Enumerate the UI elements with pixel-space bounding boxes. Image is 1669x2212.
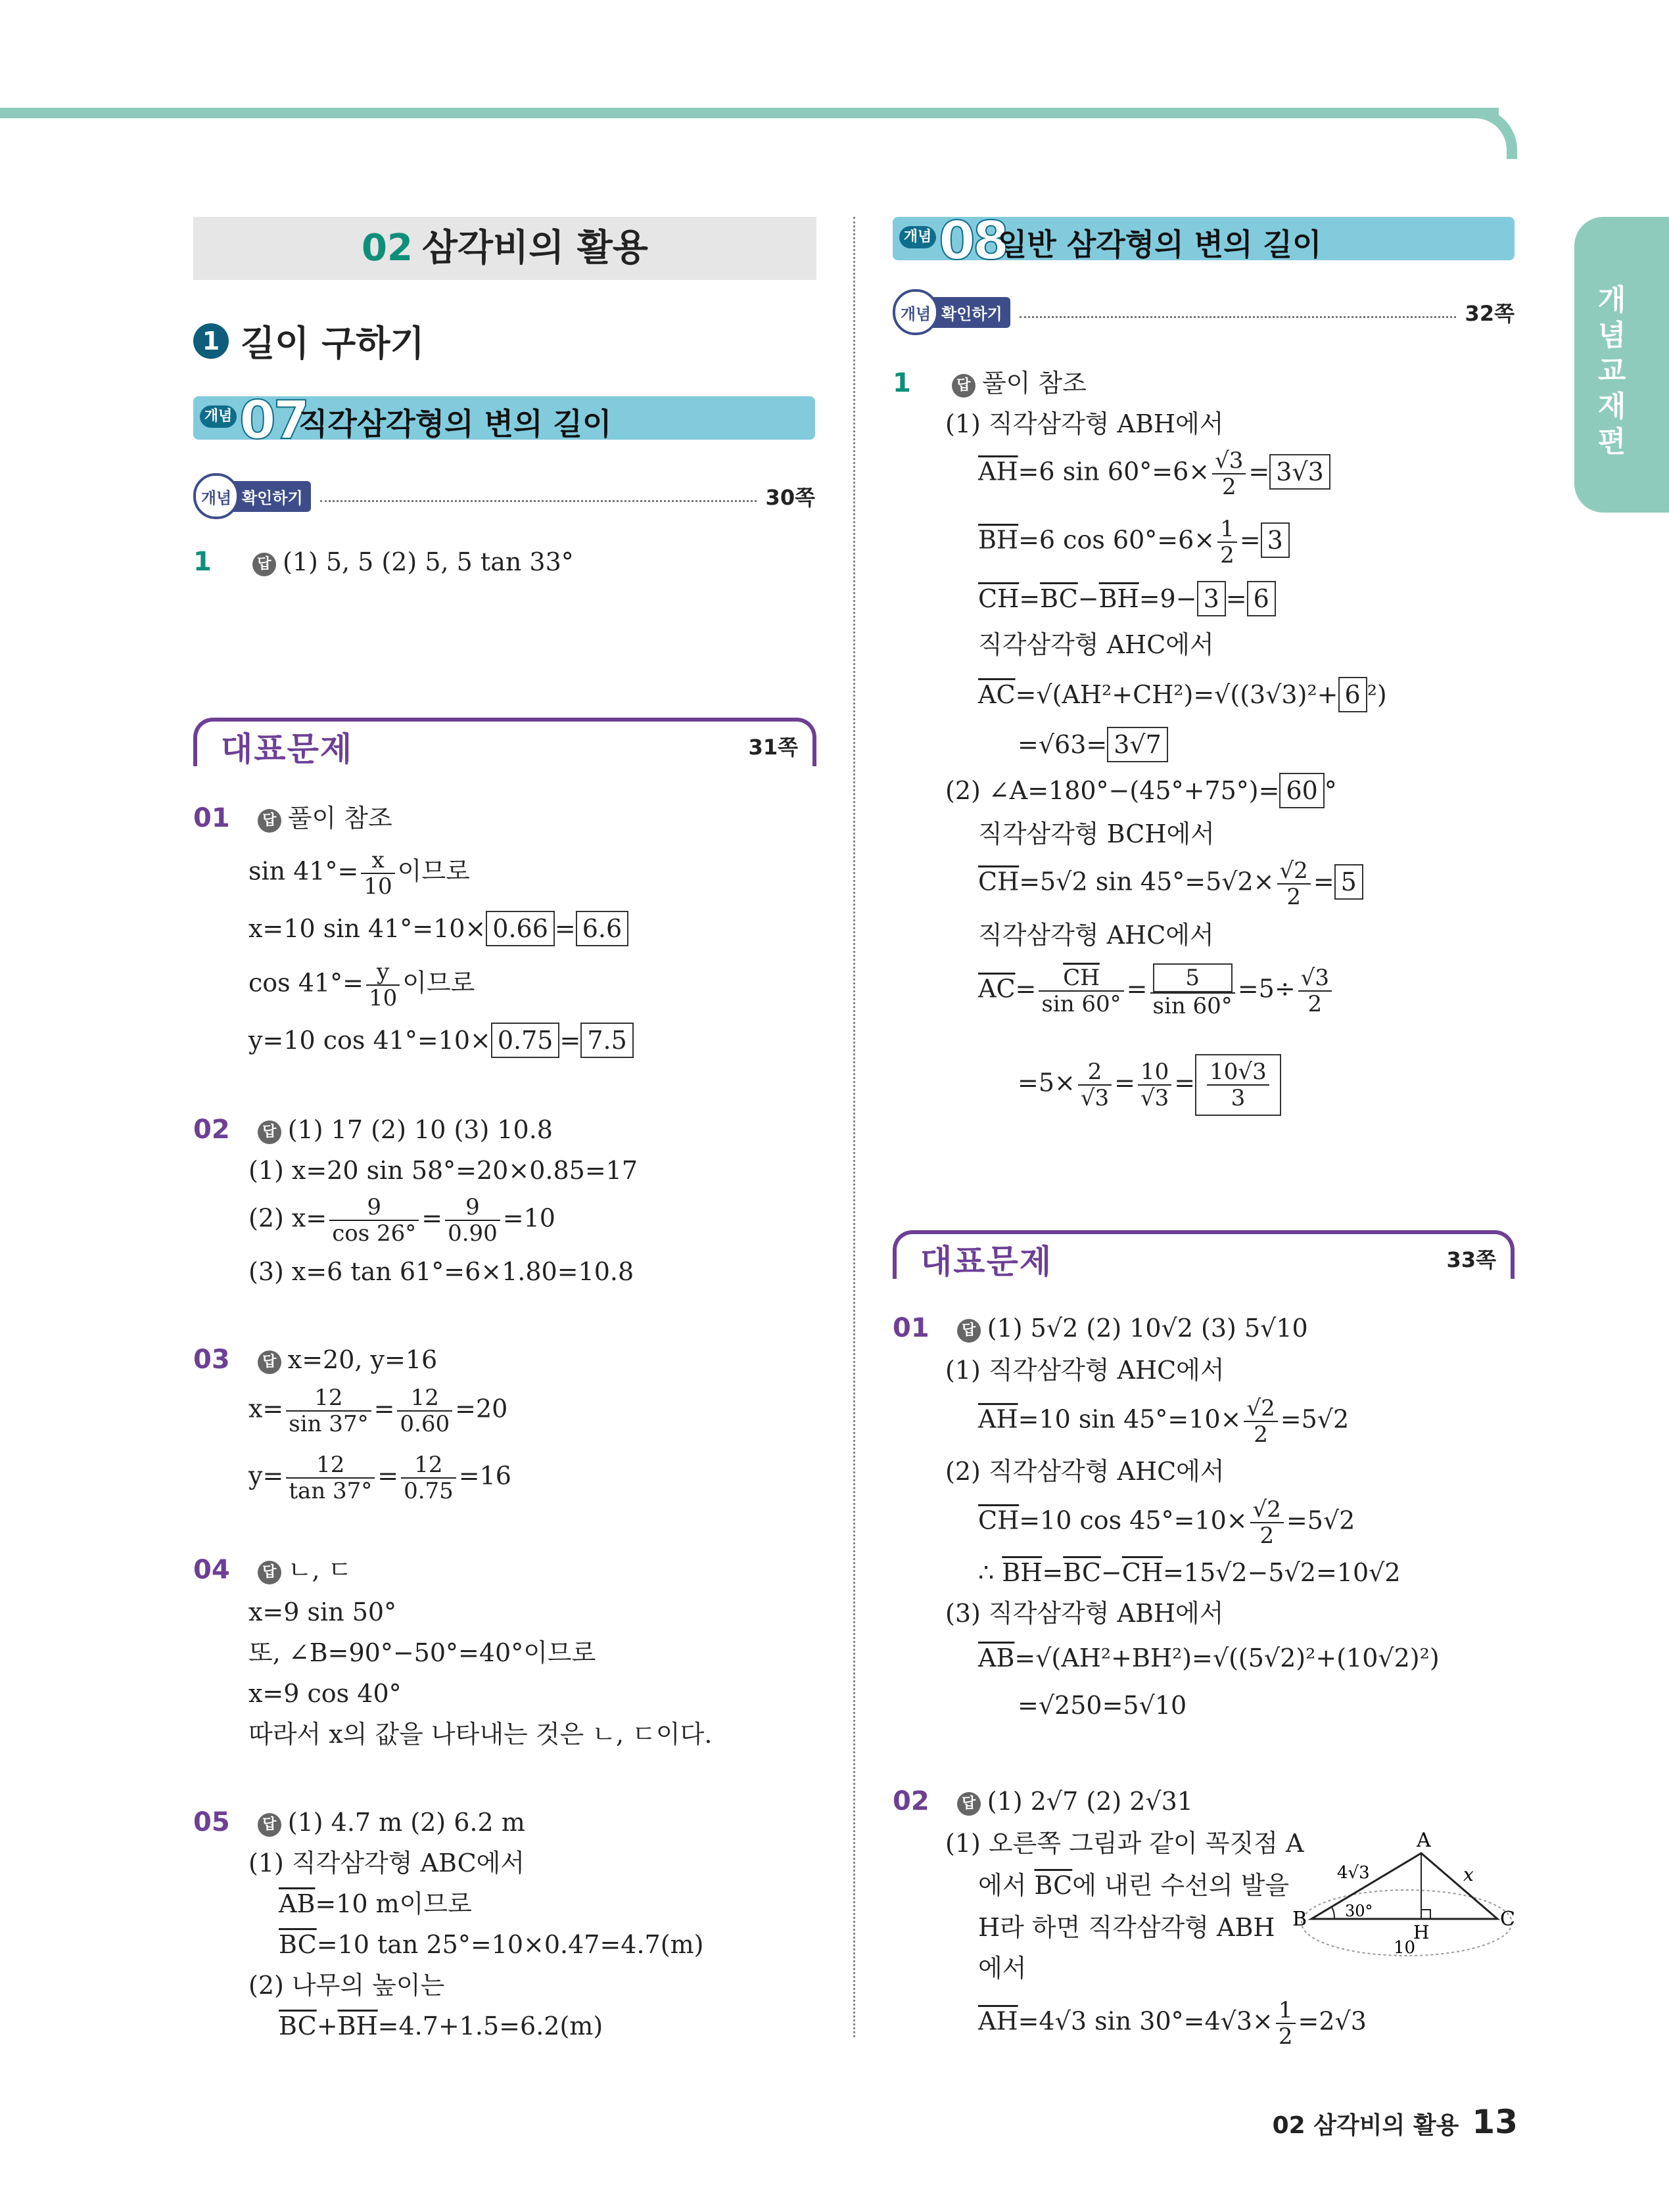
q07-1 — [193, 547, 574, 577]
r1-line3 — [978, 517, 1290, 568]
r1-line2 — [978, 448, 1330, 499]
r1-frac8 — [1138, 1059, 1171, 1111]
r1-line5: 직각삼각형 AHC에서 — [978, 630, 1214, 659]
q02-frac1-den: cos 26° — [332, 1220, 417, 1247]
answer-badge: 답 — [252, 553, 276, 576]
s02-line2 — [978, 1870, 1289, 1901]
r1-l2e: = — [1248, 457, 1270, 486]
concept-08-number: 08 — [939, 210, 1007, 271]
r1-l10e: = — [1313, 867, 1334, 896]
rep-31-page: 31쪽 — [748, 735, 798, 760]
q03-line1 — [248, 1385, 507, 1437]
r1-l3b: =6 cos 60°=6× — [1018, 525, 1215, 555]
q03-frac1 — [286, 1385, 371, 1437]
r1-line1: (1) 직각삼각형 ABH에서 — [945, 409, 1224, 438]
r1-line9: 직각삼각형 BCH에서 — [978, 819, 1215, 848]
section-number: 02 — [361, 227, 413, 269]
r1-frac2 — [1217, 517, 1237, 568]
q05-number: 05 — [193, 1807, 230, 1837]
r1-frac4 — [1039, 965, 1123, 1017]
r1-l4c: $\overline{BC}$ — [1040, 584, 1078, 613]
q02-l2a: (2) x= — [248, 1203, 327, 1233]
q04-number: 04 — [193, 1555, 230, 1585]
q01-l2-box2: 6.6 — [576, 911, 628, 946]
s02-frac1 — [1276, 1998, 1296, 2049]
q05-line2 — [279, 1889, 472, 1919]
concept-07-title: 직각삼각형의 변의 길이 — [298, 406, 612, 442]
check-07-row — [193, 473, 815, 519]
q03-frac3-num: 12 — [286, 1452, 375, 1479]
r1-l7a: =√63= — [1018, 730, 1108, 759]
r1-l13e: = — [1114, 1068, 1135, 1097]
r1-line12 — [978, 963, 1334, 1019]
q02-l2b: =10 — [502, 1203, 555, 1233]
q03-l2b: =16 — [458, 1461, 511, 1490]
q05-line3 — [279, 1929, 703, 1960]
r1-l10-box: 5 — [1334, 864, 1363, 900]
q03-header — [193, 1345, 437, 1375]
check-07-badge-b: 확인하기 — [230, 481, 311, 512]
q01-frac1-den: 10 — [364, 873, 392, 900]
check-07-badge-a: 개념 — [193, 473, 239, 519]
r1-line7 — [1018, 727, 1168, 762]
s02-line1: (1) 오른쪽 그림과 같이 꼭짓점 A — [945, 1829, 1304, 1858]
r1-frac6-num: √3 — [1298, 965, 1332, 992]
label-angle: 30° — [1345, 1902, 1373, 1920]
answer-badge: 답 — [258, 1350, 281, 1374]
q07-1-number: 1 — [193, 547, 212, 577]
r1-frac4-num: $\overline{CH}$ — [1039, 965, 1123, 992]
s01-l5a: ∴ — [978, 1558, 1002, 1587]
s01-l5c: = — [1042, 1558, 1064, 1587]
rep-31-logo: 대표문제 — [221, 730, 354, 768]
s01-line6: (3) 직각삼각형 ABH에서 — [945, 1599, 1224, 1628]
r1-frac6 — [1298, 965, 1332, 1017]
q02-line1: (1) x=20 sin 58°=20×0.85=17 — [248, 1156, 638, 1185]
q03-frac4 — [401, 1452, 456, 1504]
r1-line4 — [978, 581, 1276, 616]
answer-badge: 답 — [957, 1319, 981, 1343]
column-divider — [853, 217, 855, 2037]
label-b: B — [1292, 1908, 1307, 1931]
section-title-text: 삼각비의 활용 — [421, 227, 648, 269]
label-c: C — [1500, 1908, 1515, 1931]
r1-frac8-den: √3 — [1140, 1085, 1169, 1111]
r1-frac5-num-wrap — [1150, 963, 1235, 994]
r1-l4b: = — [1019, 584, 1041, 613]
q02-line3: (3) x=6 tan 61°=6×1.80=10.8 — [248, 1257, 634, 1286]
q05-header — [193, 1807, 525, 1837]
r1-l3e: = — [1239, 525, 1261, 555]
r1-l6-box: 6 — [1338, 677, 1367, 712]
s02-line5 — [978, 1998, 1367, 2049]
q04-line4: 따라서 x의 값을 나타내는 것은 ㄴ, ㄷ이다. — [248, 1720, 713, 1749]
r1-frac2-num: 1 — [1217, 517, 1237, 543]
s01-l2a: $\overline{AH}$ — [978, 1404, 1018, 1434]
q01-frac2-num: y — [366, 959, 400, 986]
q03-number: 03 — [193, 1345, 230, 1375]
r1-l3a: $\overline{BH}$ — [978, 525, 1019, 555]
q01-l4-box1: 0.75 — [491, 1023, 560, 1058]
q03-l2e: = — [377, 1461, 399, 1490]
answer-badge: 답 — [258, 809, 281, 833]
r1-frac1-den: 2 — [1221, 474, 1236, 500]
concept-08-band — [893, 210, 1515, 271]
q03-l1b: =20 — [455, 1394, 508, 1423]
q01-l2-box1: 0.66 — [486, 911, 555, 946]
check-07-page: 30쪽 — [765, 485, 815, 510]
r1-frac3-den: 2 — [1286, 884, 1301, 910]
q05-l2b: =10 m이므로 — [315, 1889, 472, 1918]
subsection-title-text: 길이 구하기 — [241, 323, 425, 364]
s02-l2c: 에 내린 수선의 발을 — [1072, 1871, 1290, 1900]
s01-frac1-den: 2 — [1254, 1421, 1268, 1448]
q03-l1a: x= — [248, 1394, 284, 1423]
section-title — [193, 217, 816, 280]
q03-frac4-den: 0.75 — [404, 1478, 454, 1504]
q02-frac2-den: 0.90 — [448, 1220, 498, 1247]
r1-frac9-num: 10√3 — [1207, 1059, 1269, 1086]
r1-l10a: $\overline{CH}$ — [978, 867, 1020, 896]
s01-l4c: =5√2 — [1286, 1506, 1355, 1535]
r1-line6 — [978, 677, 1387, 712]
q04-line2: 또, ∠B=90°−50°=40°이므로 — [248, 1638, 596, 1667]
answer-badge: 답 — [258, 1561, 281, 1584]
r1-l8b: ° — [1324, 776, 1337, 805]
s01-l7b: =√(AH²+BH²)=√((5√2)²+(10√2)²) — [1014, 1644, 1440, 1672]
q01-l4: y=10 cos 41°=10× — [248, 1026, 491, 1055]
page-footer — [1273, 2103, 1518, 2141]
check-08-row — [893, 289, 1515, 335]
q01-l4-eq: = — [559, 1026, 581, 1055]
s02-l2a: 에서 — [978, 1871, 1035, 1900]
s01-line8: =√250=5√10 — [1018, 1691, 1187, 1720]
s02-l2b: $\overline{BC}$ — [1034, 1871, 1073, 1900]
r1-l4d: − — [1077, 584, 1099, 613]
q01-frac1 — [361, 848, 394, 899]
r1-frac5-num: 5 — [1153, 963, 1233, 992]
r1-l2b: =6 sin 60°=6× — [1018, 457, 1210, 486]
subsection-title — [193, 315, 425, 366]
r1-frac3 — [1277, 858, 1311, 910]
q05-l3b: =10 tan 25°=10×0.47=4.7(m) — [316, 1930, 704, 1959]
q04-line1: x=9 sin 50° — [248, 1598, 397, 1626]
q01-line3 — [248, 959, 475, 1011]
r1-l13-box — [1195, 1054, 1281, 1116]
q03-frac3-den: tan 37° — [289, 1478, 373, 1504]
s01-l5f: $\overline{CH}$ — [1121, 1558, 1163, 1587]
s01-frac2-num: √2 — [1250, 1497, 1284, 1523]
q03-line2 — [248, 1452, 511, 1504]
rep-33-box — [893, 1230, 1515, 1279]
q04-line3: x=9 cos 40° — [248, 1679, 402, 1708]
concept-07-number: 07 — [239, 390, 308, 451]
r1-l13f: = — [1174, 1068, 1196, 1097]
r1-l12a: $\overline{AC}$ — [978, 974, 1016, 1003]
q02-frac1 — [329, 1195, 419, 1246]
r1-frac7-num: 2 — [1078, 1059, 1112, 1086]
top-border-curve — [1465, 108, 1517, 159]
r1-frac6-den: 2 — [1307, 991, 1323, 1017]
concept-08-title: 일반 삼각형의 변의 길이 — [998, 227, 1322, 262]
r1-line10 — [978, 858, 1363, 910]
q02-number: 02 — [193, 1115, 230, 1145]
s02-frac1-num: 1 — [1276, 1998, 1296, 2024]
q05-l2a: $\overline{AB}$ — [279, 1889, 316, 1918]
r1-l4g: = — [1225, 584, 1247, 613]
r1-number: 1 — [893, 368, 911, 398]
subsection-number: 1 — [193, 323, 229, 359]
s01-l5d: $\overline{BC}$ — [1063, 1558, 1101, 1587]
s02-l5c: =2√3 — [1298, 2006, 1367, 2036]
q05-l5b: + — [316, 2012, 338, 2040]
r1-l4e: $\overline{BH}$ — [1098, 584, 1139, 613]
r1-frac7-den: √3 — [1080, 1085, 1110, 1111]
side-tab-label: 개념교재편 — [1597, 283, 1626, 459]
q01-l1a: sin 41°= — [248, 856, 359, 886]
check-07-leader — [320, 500, 757, 502]
q02-line2 — [248, 1195, 555, 1246]
r1-answer: 풀이 참조 — [981, 369, 1087, 398]
label-ac: x — [1463, 1864, 1474, 1885]
r1-l6b: =√(AH²+CH²)=√((3√3)²+ — [1015, 680, 1338, 709]
r1-frac2-den: 2 — [1220, 542, 1234, 568]
s02-l5b: =4√3 sin 30°=4√3× — [1018, 2006, 1273, 2036]
q03-frac1-den: sin 37° — [289, 1411, 369, 1437]
s01-header — [893, 1313, 1308, 1343]
q01-l1b: 이므로 — [397, 856, 470, 886]
q02-header — [193, 1115, 553, 1145]
q01-header — [193, 803, 392, 833]
footer-section: 02 삼각비의 활용 — [1272, 2112, 1459, 2139]
q01-frac1-num: x — [361, 848, 394, 874]
r1-l10b: =5√2 sin 45°=5√2× — [1019, 867, 1275, 896]
answer-badge: 답 — [258, 1813, 281, 1837]
s01-l4a: $\overline{CH}$ — [978, 1506, 1020, 1535]
s01-answer: (1) 5√2 (2) 10√2 (3) 5√10 — [987, 1314, 1308, 1343]
s01-l5g: =15√2−5√2=10√2 — [1162, 1558, 1401, 1587]
r1-frac7 — [1078, 1059, 1112, 1111]
rep-33-logo: 대표문제 — [920, 1243, 1053, 1281]
s01-line1: (1) 직각삼각형 AHC에서 — [945, 1356, 1225, 1385]
q01-frac2-den: 10 — [368, 985, 398, 1011]
r1-l12f: =5÷ — [1237, 974, 1296, 1003]
r1-l2-box: 3√3 — [1269, 454, 1330, 490]
check-08-leader — [1020, 316, 1456, 318]
q03-l2a: y= — [248, 1461, 284, 1490]
r1-line8 — [945, 773, 1337, 808]
label-a: A — [1417, 1829, 1431, 1852]
r1-frac8-num: 10 — [1138, 1059, 1171, 1086]
concept-07-band — [193, 390, 815, 451]
triangle-figure — [1288, 1827, 1525, 1958]
q01-l4-box2: 7.5 — [580, 1023, 633, 1058]
q03-frac1-num: 12 — [286, 1385, 371, 1412]
s01-l7a: $\overline{AB}$ — [978, 1644, 1015, 1672]
q03-frac3 — [286, 1452, 375, 1504]
r1-l6c: ²) — [1367, 680, 1387, 709]
q05-answer: (1) 4.7 m (2) 6.2 m — [287, 1808, 525, 1837]
r1-frac5-den: sin 60° — [1152, 993, 1233, 1019]
r1-line13 — [1018, 1054, 1281, 1116]
q01-l2: x=10 sin 41°=10× — [248, 914, 486, 943]
r1-frac3-num: √2 — [1277, 858, 1311, 885]
s01-l2c: =5√2 — [1280, 1404, 1350, 1434]
q07-1-answer: (1) 5, 5 (2) 5, 5 tan 33° — [282, 547, 574, 576]
s02-answer: (1) 2√7 (2) 2√31 — [987, 1787, 1193, 1816]
q03-answer: x=20, y=16 — [287, 1345, 438, 1374]
r1-line11: 직각삼각형 AHC에서 — [978, 921, 1214, 950]
concept-07-badge: 개념 — [200, 405, 237, 428]
r1-frac1 — [1212, 448, 1246, 499]
q05-l5c: $\overline{BH}$ — [337, 2012, 378, 2040]
r1-header — [893, 368, 1087, 398]
q01-line1 — [248, 848, 470, 899]
r1-frac9-den: 3 — [1231, 1085, 1246, 1111]
r1-frac9 — [1207, 1059, 1269, 1111]
answer-badge: 답 — [957, 1792, 981, 1816]
q01-l3a: cos 41°= — [248, 968, 364, 998]
s01-l5e: − — [1100, 1558, 1122, 1587]
q01-line4 — [248, 1023, 634, 1058]
r1-frac5 — [1150, 963, 1235, 1019]
q03-frac2 — [397, 1385, 452, 1437]
label-bc: 10 — [1394, 1938, 1416, 1958]
s02-line4: 에서 — [978, 1954, 1027, 1983]
s02-line3: H라 하면 직각삼각형 ABH — [978, 1913, 1275, 1942]
s01-line2 — [978, 1396, 1349, 1447]
r1-l3-box: 3 — [1261, 522, 1290, 558]
r1-l8a: (2) ∠A=180°−(45°+75°)= — [945, 776, 1280, 805]
concept-08-badge: 개념 — [899, 226, 936, 248]
q02-answer: (1) 17 (2) 10 (3) 10.8 — [287, 1115, 553, 1144]
s01-l5b: $\overline{BH}$ — [1002, 1558, 1043, 1587]
r1-l4-box2: 6 — [1247, 581, 1276, 616]
q02-frac1-num: 9 — [329, 1195, 419, 1221]
s01-line3: (2) 직각삼각형 AHC에서 — [945, 1457, 1225, 1486]
s02-frac1-den: 2 — [1278, 2023, 1293, 2050]
r1-frac4-den: sin 60° — [1041, 991, 1121, 1017]
r1-frac1-num: √3 — [1212, 448, 1246, 474]
s01-l2b: =10 sin 45°=10× — [1018, 1404, 1242, 1434]
q01-l2-eq: = — [554, 914, 576, 943]
label-h: H — [1413, 1922, 1430, 1943]
r1-l13a: =5× — [1018, 1068, 1075, 1097]
s01-frac2 — [1250, 1497, 1284, 1548]
q04-answer: ㄴ, ㄷ — [287, 1555, 352, 1584]
s01-frac2-den: 2 — [1259, 1523, 1275, 1549]
r1-l6a: $\overline{AC}$ — [978, 680, 1016, 709]
check-08-page: 32쪽 — [1465, 301, 1515, 326]
top-border-bar — [0, 108, 1499, 118]
right-angle-mark — [1421, 1910, 1430, 1919]
s01-frac1 — [1244, 1396, 1277, 1447]
q01-number: 01 — [193, 803, 230, 833]
rep-31-box — [193, 718, 816, 766]
s01-frac1-num: √2 — [1244, 1396, 1277, 1422]
r1-l2a: $\overline{AH}$ — [978, 457, 1018, 486]
q01-l3b: 이므로 — [402, 968, 475, 998]
q03-frac2-num: 12 — [397, 1385, 452, 1412]
q05-line5 — [279, 2011, 603, 2041]
s02-l5a: $\overline{AH}$ — [978, 2006, 1018, 2036]
q01-answer: 풀이 참조 — [287, 804, 392, 833]
q02-frac2 — [445, 1195, 500, 1246]
r1-l7-box: 3√7 — [1107, 727, 1168, 762]
q05-line4: (2) 나무의 높이는 — [248, 1971, 445, 2000]
s01-line4 — [978, 1497, 1355, 1548]
s01-number: 01 — [893, 1313, 929, 1343]
s02-header — [893, 1786, 1193, 1816]
q01-line2 — [248, 911, 628, 946]
rep-33-page: 33쪽 — [1446, 1247, 1496, 1272]
s01-line7 — [978, 1643, 1440, 1673]
r1-l4f: =9− — [1139, 584, 1197, 613]
q02-l2e: = — [421, 1203, 443, 1233]
q05-l5d: =4.7+1.5=6.2(m) — [377, 2012, 603, 2040]
q05-line1: (1) 직각삼각형 ABC에서 — [248, 1849, 525, 1878]
s02-number: 02 — [893, 1786, 929, 1816]
s01-l4b: =10 cos 45°=10× — [1019, 1506, 1248, 1535]
r1-l4-box1: 3 — [1197, 581, 1226, 616]
label-ab: 4√3 — [1337, 1863, 1370, 1883]
check-08-badge-b: 확인하기 — [929, 297, 1010, 328]
footer-page-number: 13 — [1472, 2103, 1518, 2141]
r1-l8-box: 60 — [1279, 773, 1324, 808]
s01-line5 — [978, 1557, 1401, 1588]
q05-l3a: $\overline{BC}$ — [279, 1930, 317, 1959]
r1-l12b: = — [1015, 974, 1037, 1003]
q01-frac2 — [366, 959, 400, 1011]
answer-badge: 답 — [952, 374, 976, 398]
q03-l1e: = — [373, 1394, 395, 1423]
r1-l12e: = — [1126, 974, 1148, 1003]
q02-frac2-num: 9 — [445, 1195, 500, 1221]
answer-badge: 답 — [258, 1120, 281, 1144]
q05-l5a: $\overline{BC}$ — [279, 2012, 317, 2040]
check-08-badge-a: 개념 — [893, 289, 939, 335]
q04-header — [193, 1555, 352, 1585]
angle-b-arc — [1332, 1907, 1334, 1919]
q03-frac2-den: 0.60 — [400, 1411, 450, 1437]
r1-l4a: $\overline{CH}$ — [978, 584, 1020, 613]
q03-frac4-num: 12 — [401, 1452, 456, 1479]
